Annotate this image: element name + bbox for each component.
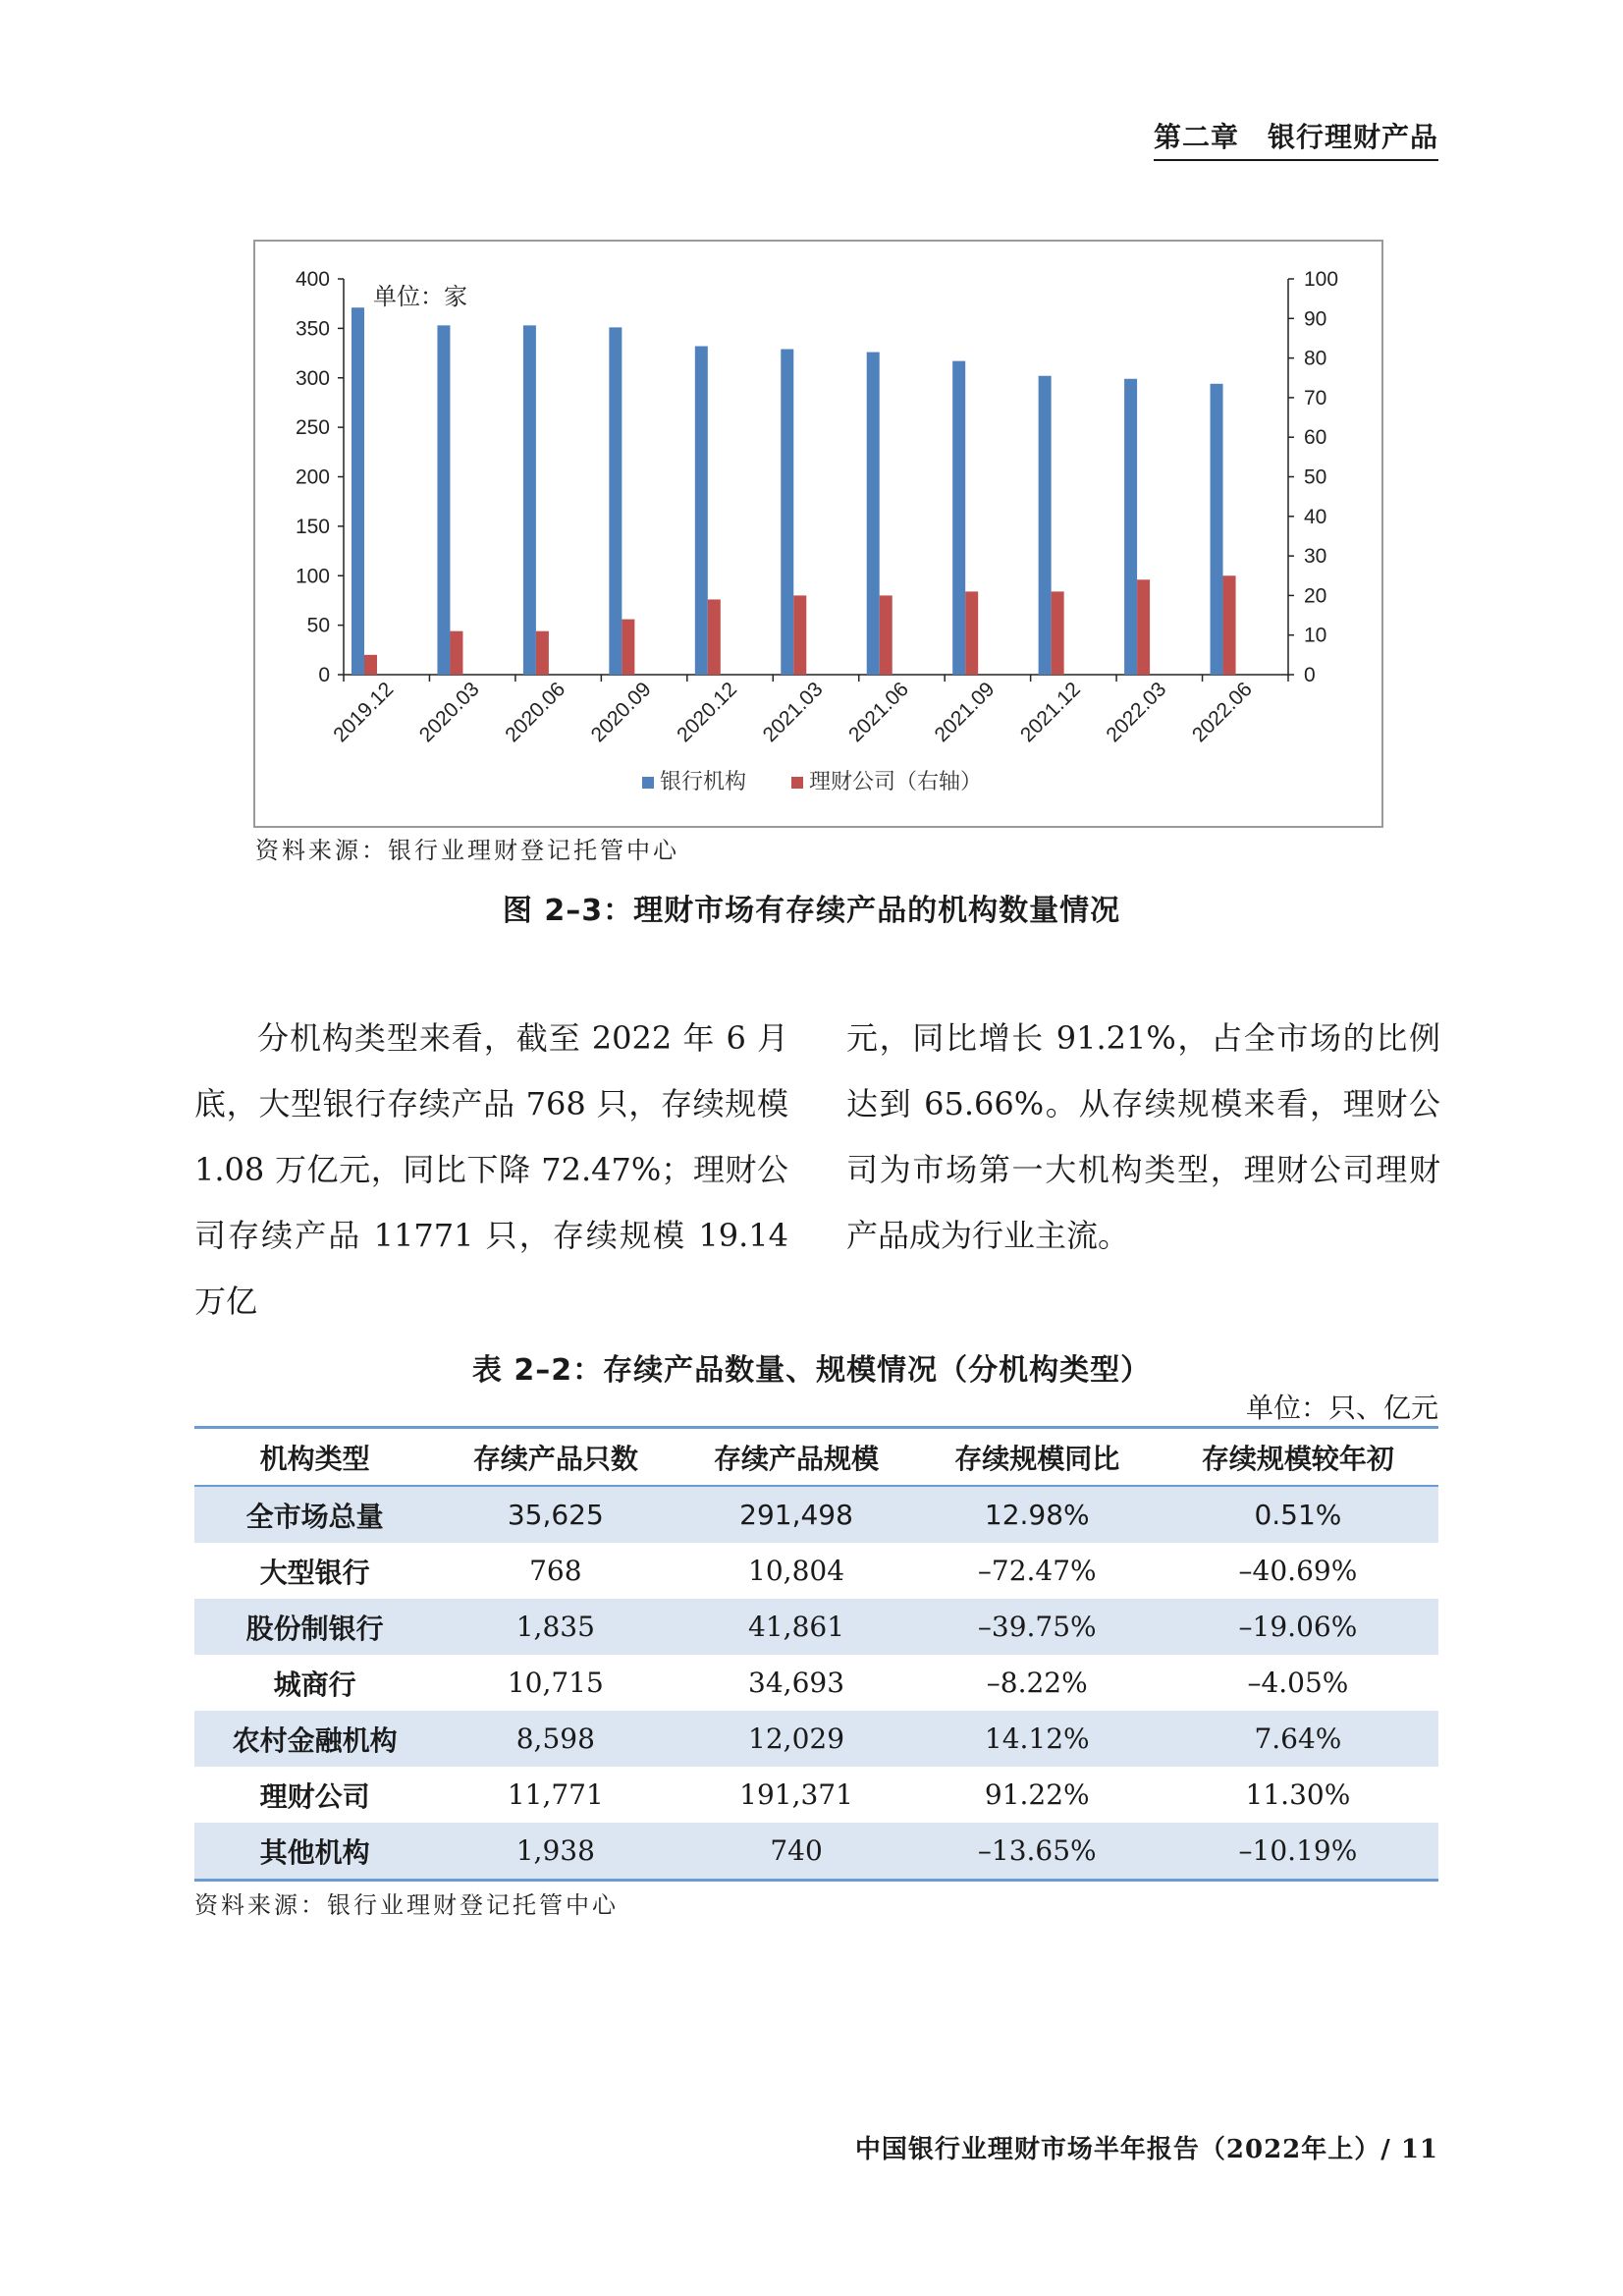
bar-bank-institutions — [352, 307, 364, 675]
x-tick-label: 2019.12 — [329, 678, 399, 747]
table-header: 存续规模较年初 — [1158, 1428, 1438, 1487]
y-right-tick-label: 50 — [1304, 465, 1327, 489]
y-left-tick-label: 250 — [295, 416, 330, 440]
data-table — [194, 1426, 1438, 1882]
paragraph-left: 分机构类型来看，截至 2022 年 6 月底，大型银行存续产品 768 只，存续规模 1.08 万亿元，同比下降 72.47%；理财公司存续产品 11771 只，存续规模 19.14 万亿 — [194, 1019, 788, 1320]
y-left-tick-label: 150 — [295, 515, 330, 538]
table-cell: 7.64% — [1158, 1711, 1438, 1767]
bar-wealth-companies — [708, 599, 721, 675]
legend-label-bank: 银行机构 — [660, 770, 747, 794]
y-right-tick-label: 30 — [1304, 545, 1327, 569]
x-tick-label: 2020.06 — [501, 678, 570, 747]
table-cell: –19.06% — [1158, 1599, 1438, 1655]
table-cell: 34,693 — [748, 1667, 845, 1699]
y-left-tick-label: 200 — [295, 465, 330, 489]
bar-bank-institutions — [781, 350, 793, 675]
table-cell: 14.12% — [917, 1711, 1158, 1767]
table-cell: 股份制银行 — [194, 1599, 435, 1655]
paragraph-right: 元，同比增长 91.21%，占全市场的比例达到 65.66%。从存续规模来看，理财公司为市场第一大机构类型，理财公司理财产品成为行业主流。 — [846, 1019, 1440, 1254]
bar-bank-institutions — [523, 325, 536, 675]
legend-swatch-company — [791, 777, 803, 789]
table-unit: 单位：只、亿元 — [1245, 1392, 1438, 1424]
bar-wealth-companies — [364, 655, 377, 675]
bar-bank-institutions — [952, 361, 965, 675]
figure-caption: 图 2–3：理财市场有存续产品的机构数量情况 — [502, 894, 1121, 928]
bar-wealth-companies — [1137, 579, 1150, 675]
bar-wealth-companies — [622, 620, 634, 675]
bar-bank-institutions — [609, 327, 622, 675]
x-tick-label: 2021.03 — [758, 678, 828, 747]
bar-bank-institutions — [1039, 376, 1052, 675]
chart-source: 资料来源：银行业理财登记托管中心 — [255, 837, 679, 864]
table-header: 存续产品只数 — [435, 1428, 676, 1487]
table-row — [194, 1823, 1438, 1881]
y-right-tick-label: 10 — [1304, 624, 1327, 647]
y-right-tick-label: 20 — [1304, 584, 1327, 608]
bar-wealth-companies — [880, 595, 893, 675]
table-title: 表 2–2：存续产品数量、规模情况（分机构类型） — [471, 1353, 1152, 1388]
bar-bank-institutions — [1124, 379, 1137, 675]
chapter-header: 第二章 银行理财产品 — [1154, 116, 1438, 161]
bar-chart — [253, 240, 1383, 828]
table-cell: –40.69% — [1238, 1555, 1358, 1587]
table-header: 存续产品规模 — [676, 1428, 916, 1487]
y-left-tick-label: 0 — [318, 664, 330, 686]
bar-wealth-companies — [793, 595, 806, 675]
table-cell: 其他机构 — [194, 1823, 435, 1881]
bar-bank-institutions — [867, 353, 880, 675]
chart-svg — [255, 242, 1381, 826]
x-tick-label: 2021.12 — [1015, 678, 1085, 747]
table-cell: 大型银行 — [259, 1556, 370, 1589]
table-row — [194, 1599, 1438, 1655]
bar-bank-institutions — [695, 347, 708, 675]
table-row — [194, 1711, 1438, 1767]
table-row — [194, 1486, 1438, 1543]
table-cell: –4.05% — [1247, 1667, 1349, 1699]
page-footer: 中国银行业理财市场半年报告（2022年上）/ 11 — [854, 2135, 1438, 2164]
y-left-tick-label: 100 — [295, 565, 330, 588]
table-cell: 768 — [529, 1555, 582, 1587]
table-source: 资料来源：银行业理财登记托管中心 — [194, 1891, 619, 1919]
table-cell: –72.47% — [977, 1555, 1097, 1587]
y-right-tick-label: 80 — [1304, 347, 1327, 370]
y-right-tick-label: 90 — [1304, 307, 1327, 331]
table-cell: 10,715 — [507, 1667, 604, 1699]
table-cell: 12.98% — [917, 1486, 1158, 1543]
table-cell: 41,861 — [676, 1599, 916, 1655]
x-tick-label: 2020.09 — [586, 678, 656, 747]
table-cell: 12,029 — [676, 1711, 916, 1767]
y-left-tick-label: 50 — [306, 614, 330, 637]
y-right-tick-label: 100 — [1304, 268, 1339, 291]
table-cell: 291,498 — [676, 1486, 916, 1543]
y-right-tick-label: 60 — [1304, 426, 1327, 450]
table-cell: 91.22% — [984, 1778, 1090, 1811]
table-cell: 理财公司 — [259, 1779, 370, 1813]
table-row — [194, 1767, 1438, 1823]
table-cell: 0.51% — [1158, 1486, 1438, 1543]
table-cell: 35,625 — [435, 1486, 676, 1543]
table-cell: 10,804 — [748, 1555, 845, 1587]
y-left-tick-label: 350 — [295, 317, 330, 341]
bar-wealth-companies — [450, 631, 462, 675]
legend-label-company: 理财公司（右轴） — [809, 770, 983, 794]
x-tick-label: 2021.09 — [930, 678, 1000, 747]
table-cell: 11,771 — [507, 1778, 604, 1811]
x-tick-label: 2020.12 — [673, 678, 742, 747]
bar-wealth-companies — [1052, 591, 1064, 675]
table-header: 存续规模同比 — [917, 1428, 1158, 1487]
table-row — [194, 1543, 1438, 1599]
legend-swatch-bank — [642, 777, 654, 789]
x-tick-label: 2020.03 — [414, 678, 484, 747]
table-cell: 11.30% — [1245, 1778, 1351, 1811]
y-right-tick-label: 40 — [1304, 505, 1327, 528]
y-left-tick-label: 400 — [295, 268, 330, 291]
table-cell: –13.65% — [917, 1823, 1158, 1881]
bar-wealth-companies — [965, 591, 978, 675]
x-tick-label: 2022.03 — [1102, 678, 1171, 747]
y-right-tick-label: 70 — [1304, 386, 1327, 410]
bar-wealth-companies — [1223, 575, 1236, 675]
table-header: 机构类型 — [194, 1428, 435, 1487]
table-cell: 191,371 — [739, 1778, 853, 1811]
y-left-tick-label: 300 — [295, 366, 330, 390]
bar-bank-institutions — [437, 325, 450, 675]
chart-unit-label: 单位：家 — [373, 283, 467, 310]
table-cell: 城商行 — [273, 1667, 356, 1701]
table-cell: 农村金融机构 — [194, 1711, 435, 1767]
table-cell: –10.19% — [1158, 1823, 1438, 1881]
bar-bank-institutions — [1211, 384, 1223, 675]
table-cell: 8,598 — [435, 1711, 676, 1767]
table-cell: –8.22% — [986, 1667, 1088, 1699]
table-row — [194, 1655, 1438, 1711]
bar-wealth-companies — [536, 631, 549, 675]
table-header-row — [194, 1428, 1438, 1487]
x-tick-label: 2022.06 — [1187, 678, 1257, 747]
x-tick-label: 2021.06 — [844, 678, 913, 747]
table-cell: 740 — [676, 1823, 916, 1881]
table-cell: 1,835 — [435, 1599, 676, 1655]
table-cell: –39.75% — [917, 1599, 1158, 1655]
table-cell: 全市场总量 — [194, 1486, 435, 1543]
y-right-tick-label: 0 — [1304, 664, 1316, 686]
table-cell: 1,938 — [435, 1823, 676, 1881]
